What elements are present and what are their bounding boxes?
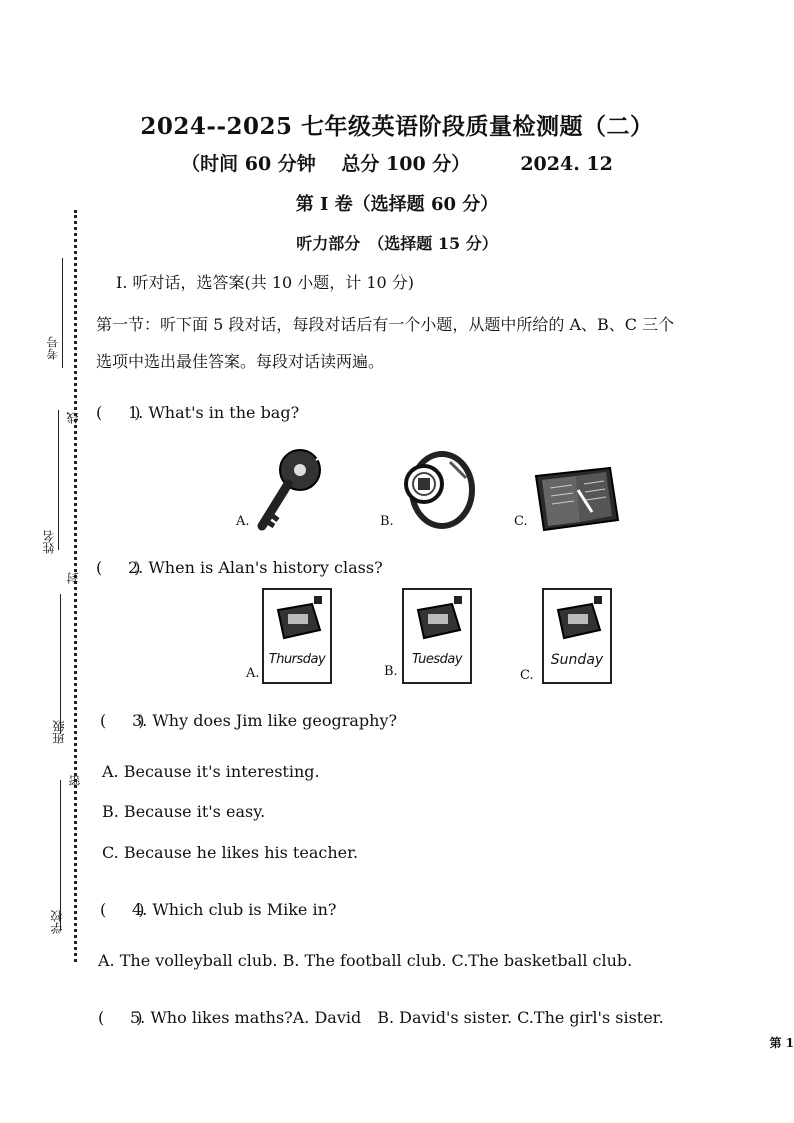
- time-info: （时间 60 分钟 总分 100 分）: [181, 153, 471, 175]
- answer-paren[interactable]: ( ): [98, 1008, 143, 1027]
- school-label: 学校: [50, 910, 64, 934]
- q3-option-c: C. Because he likes his teacher.: [102, 843, 359, 862]
- question-2: [96, 555, 383, 578]
- q1-option-a: [236, 444, 336, 534]
- picture-label: C.: [520, 668, 534, 683]
- volume-heading: 第 I 卷（选择题 60 分）: [295, 194, 499, 215]
- q2-option-b: [384, 588, 474, 688]
- question-1: [96, 400, 299, 423]
- q1-option-c: [514, 464, 624, 534]
- name-label: 姓名: [42, 530, 56, 554]
- binding-dotted-line: [74, 210, 77, 962]
- name-line: [58, 410, 59, 550]
- question-5: [98, 1005, 664, 1028]
- answer-paren[interactable]: ( ): [96, 403, 141, 422]
- page-number: 第 1: [769, 1036, 794, 1050]
- answer-paren[interactable]: ( ): [100, 900, 145, 919]
- class-line: [60, 594, 61, 734]
- instruction-line-2: 选项中选出最佳答案。每段对话读两遍。: [96, 352, 385, 371]
- school-line: [60, 780, 61, 930]
- section-title: Ⅰ. 听对话，选答案(共 10 小题，计 10 分): [116, 273, 415, 292]
- seal-char-line: 线: [66, 412, 80, 424]
- q1-option-b: [380, 448, 480, 534]
- book-icon: [514, 464, 624, 534]
- question-text: 3. Why does Jim like geography?: [132, 711, 398, 730]
- history-book-card-icon: [404, 596, 470, 646]
- key-icon: [236, 444, 336, 534]
- exam-subtitle: [0, 149, 794, 176]
- part-heading: 听力部分 （选择题 15 分）: [296, 234, 498, 253]
- question-text: 5. Who likes maths?A. David B. David's sister. C.The girl's sister.: [130, 1008, 664, 1027]
- instruction-line-1: 第一节：听下面 5 段对话，每段对话后有一个小题，从题中所给的 A、B、C 三个: [96, 315, 675, 334]
- question-text: 4. Which club is Mike in?: [132, 900, 337, 919]
- seal-char-secret: 密: [68, 775, 82, 787]
- exam-number-line: [62, 258, 63, 368]
- question-text: 2. When is Alan's history class?: [128, 558, 383, 577]
- card-text: Thursday: [268, 652, 326, 667]
- class-label: 班级: [52, 720, 66, 744]
- card: [542, 588, 612, 684]
- picture-label: A.: [246, 666, 260, 681]
- q3-option-b: B. Because it's easy.: [102, 802, 266, 821]
- picture-label: B.: [380, 514, 394, 529]
- card: [402, 588, 472, 684]
- answer-paren[interactable]: ( ): [96, 558, 141, 577]
- card: [262, 588, 332, 684]
- history-book-card-icon: [544, 596, 610, 646]
- q3-option-a: A. Because it's interesting.: [102, 762, 320, 781]
- q2-option-c: [520, 588, 616, 692]
- picture-label: C.: [514, 514, 528, 529]
- card-text: Tuesday: [411, 652, 463, 667]
- card-text: Sunday: [550, 652, 604, 668]
- watch-icon: [380, 448, 480, 534]
- exam-date: 2024. 12: [520, 153, 613, 175]
- question-text: 1. What's in the bag?: [128, 403, 300, 422]
- exam-number-label: 考号: [46, 336, 60, 360]
- q2-option-a: [244, 588, 334, 688]
- answer-paren[interactable]: ( ): [100, 711, 145, 730]
- exam-title: 2024--2025 七年级英语阶段质量检测题（二）: [140, 113, 654, 140]
- q4-options: A. The volleyball club. B. The football club. C.The basketball club.: [98, 951, 633, 970]
- picture-label: A.: [236, 514, 250, 529]
- seal-char-seal: 封: [66, 572, 80, 584]
- picture-label: B.: [384, 664, 398, 679]
- history-book-card-icon: [264, 596, 330, 646]
- question-3: [100, 708, 397, 731]
- question-4: [100, 897, 336, 920]
